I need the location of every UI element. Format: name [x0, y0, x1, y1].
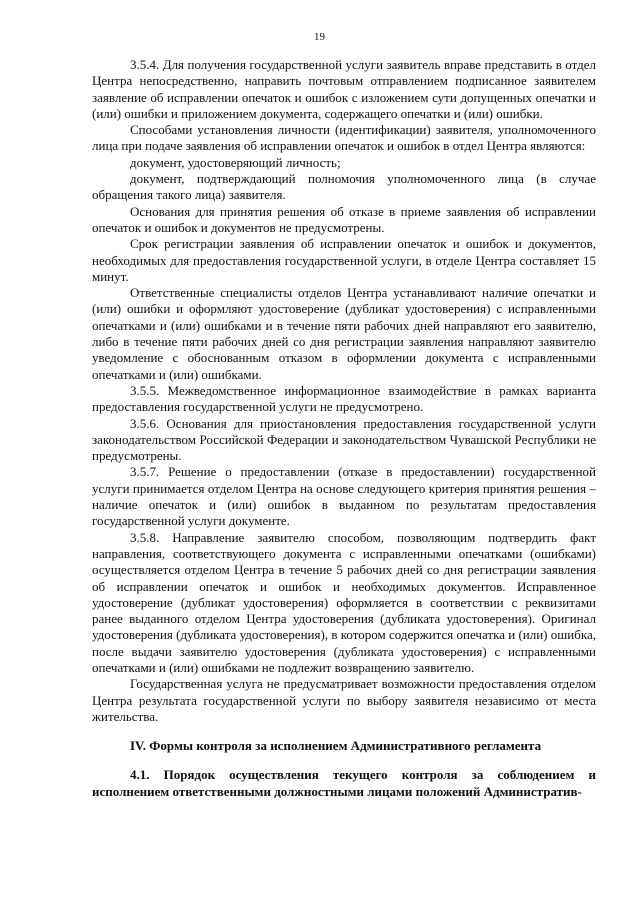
- list-item-identity-document: документ, удостоверяющий личность;: [130, 154, 341, 170]
- paragraph-3-5-7: 3.5.7. Решение о предоставлении (отказе в предоставлении) государственной услуги принимается отделом Центра на основе следующего критерия принятия решения – наличие опечаток и (или) ошибок в выданном по результатам предоставления государственной услуги документе.: [92, 464, 596, 529]
- paragraph-refusal-grounds: Основания для принятия решения об отказе в приеме заявления об исправлении опечаток и ошибок и документов не предусмотрены.: [92, 203, 596, 235]
- page-number: 19: [314, 31, 325, 43]
- paragraph-identification-methods: Способами установления личности (идентификации) заявителя, уполномоченного лица при подаче заявления об исправлении опечаток и ошибок в отдел Центра являются:: [92, 122, 596, 154]
- paragraph-3-5-4: 3.5.4. Для получения государственной услуги заявитель вправе представить в отдел Центра непосредственно, направить почтовым отправлением подписанное заявителем заявление об исправлении опечаток и ошибок с изложением сути допущенных опечатки и (или) ошибки и приложением документа, содержащего опечатки и (или) ошибки.: [92, 57, 596, 121]
- subsection-heading: 4.1. Порядок осуществления текущего контроля за соблюдением и исполнением ответственными должностными лицами положений Административ-: [92, 767, 596, 799]
- paragraph-3-5-6: 3.5.6. Основания для приостановления предоставления государственной услуги законодательством Российской Федерации и законодательством Чувашской Республики не предусмотрены.: [92, 415, 596, 464]
- document-body: [92, 57, 596, 800]
- paragraph-responsible-specialists: Ответственные специалисты отделов Центра устанавливают наличие опечатки и (или) ошибки и оформляют удостоверение (дубликат удостоверения) с исправленными опечатками и (или) ошибками и в течение пяти рабочих дней направляют его заявителю, либо в течение пяти рабочих дней со дня регистрации заявления направляют заявителю уведомление с обоснованным отказом в оформлении документа с исправленными опечатками и (или) ошибками.: [92, 285, 596, 382]
- paragraph-3-5-8: 3.5.8. Направление заявителю способом, позволяющим подтвердить факт направления, соответствующего документа с исправленными опечатками (ошибками) осуществляется отделом Центра в течение 5 рабочих дней со дня регистрации заявления об исправлении опечаток и ошибок и необходимых документов. Исправленное удостоверение (дубликат удостоверения) оформляется в соответствии с реквизитами ранее выданного отделом Центра удостоверения (дубликата удостоверения). Оригинал удостоверения (дубликата удостоверения), в котором содержится опечатка и (или) ошибка, после выдачи заявителю удостоверения (дубликата удостоверения) с исправленными опечатками и (или) ошибками не подлежит возвращению заявителю.: [92, 529, 596, 675]
- section-heading: IV. Формы контроля за исполнением Административного регламента: [130, 738, 542, 754]
- paragraph-registration-term: Срок регистрации заявления об исправлении опечаток и ошибок и документов, необходимых для предоставления государственной услуги, в отделе Центра составляет 15 минут.: [92, 236, 596, 284]
- paragraph-3-5-5: 3.5.5. Межведомственное информационное взаимодействие в рамках варианта предоставления государственной услуги не предусмотрено.: [92, 382, 596, 415]
- paragraph-extraterritorial: Государственная услуга не предусматривает возможности предоставления отделом Центра результата государственной услуги по выбору заявителя независимо от места жительства.: [92, 676, 596, 724]
- list-item-authority-document: документ, подтверждающий полномочия уполномоченного лица (в случае обращения такого лица) заявителя.: [92, 171, 596, 203]
